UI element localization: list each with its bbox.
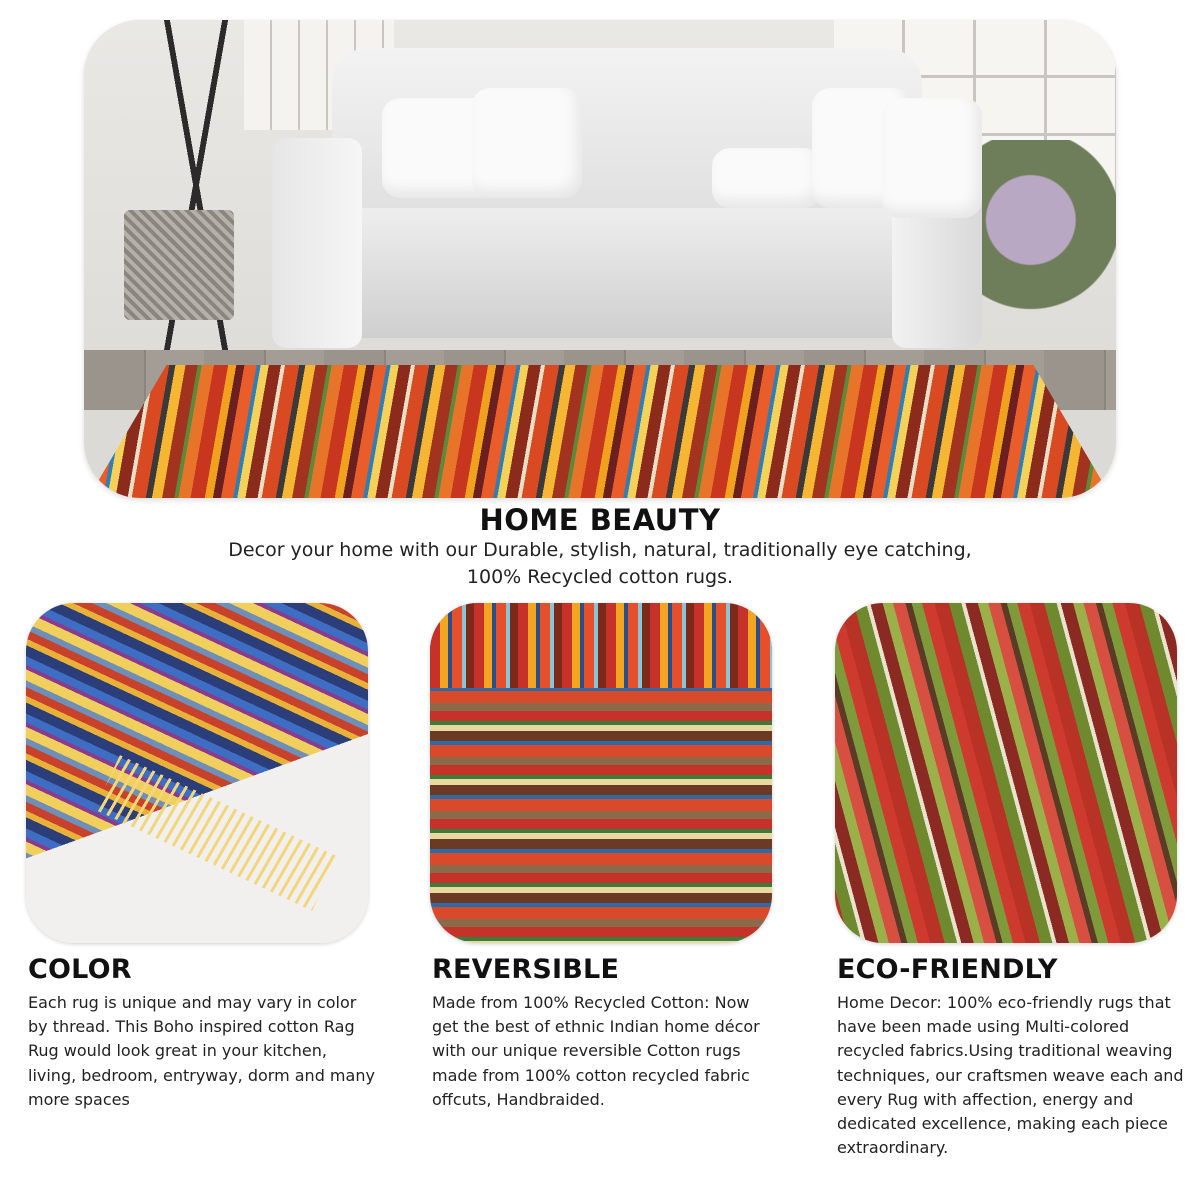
feature-title-eco-friendly: ECO-FRIENDLY [837, 954, 1058, 985]
pillow [472, 88, 582, 198]
sofa-arm-left [272, 138, 362, 348]
flower-plant [974, 140, 1116, 340]
hero-subtitle: Decor your home with our Durable, stylish, natural, traditionally eye catching, 100% Recycled cotton rugs. [228, 539, 972, 588]
rug-top-layer [430, 603, 772, 688]
rug-fringe [95, 755, 338, 911]
hero-title: HOME BEAUTY [479, 503, 721, 537]
pillow [882, 98, 982, 218]
feature-body-color: Each rug is unique and may vary in color by thread. This Boho inspired cotton Rag Rug would look great in your kitchen, living, bedroom, entryway, dorm and many more spaces [28, 993, 375, 1109]
eco-friendly-rug-weave-image [835, 603, 1177, 943]
hero-living-room-image [84, 20, 1116, 498]
wicker-basket [124, 210, 234, 320]
striped-rag-rug [84, 365, 1116, 498]
feature-title-color: COLOR [28, 954, 132, 985]
sofa-seat [312, 208, 942, 338]
white-sofa [272, 48, 982, 358]
feature-body-eco-friendly: Home Decor: 100% eco-friendly rugs that have been made using Multi-colored recycled fabrics.Using traditional weaving techniques, our craftsmen weave each and every Rug with affection, energy and dedicated excellence, making each piece extraordinary. [837, 993, 1184, 1158]
color-rug-closeup-image [26, 603, 368, 943]
pillow [712, 148, 822, 208]
feature-title-reversible: REVERSIBLE [432, 954, 620, 985]
feature-body-reversible: Made from 100% Recycled Cotton: Now get the best of ethnic Indian home décor with our unique reversible Cotton rugs made from 100% cotton recycled fabric offcuts, Handbraided. [432, 993, 760, 1109]
reversible-rug-stack-image [430, 603, 772, 943]
